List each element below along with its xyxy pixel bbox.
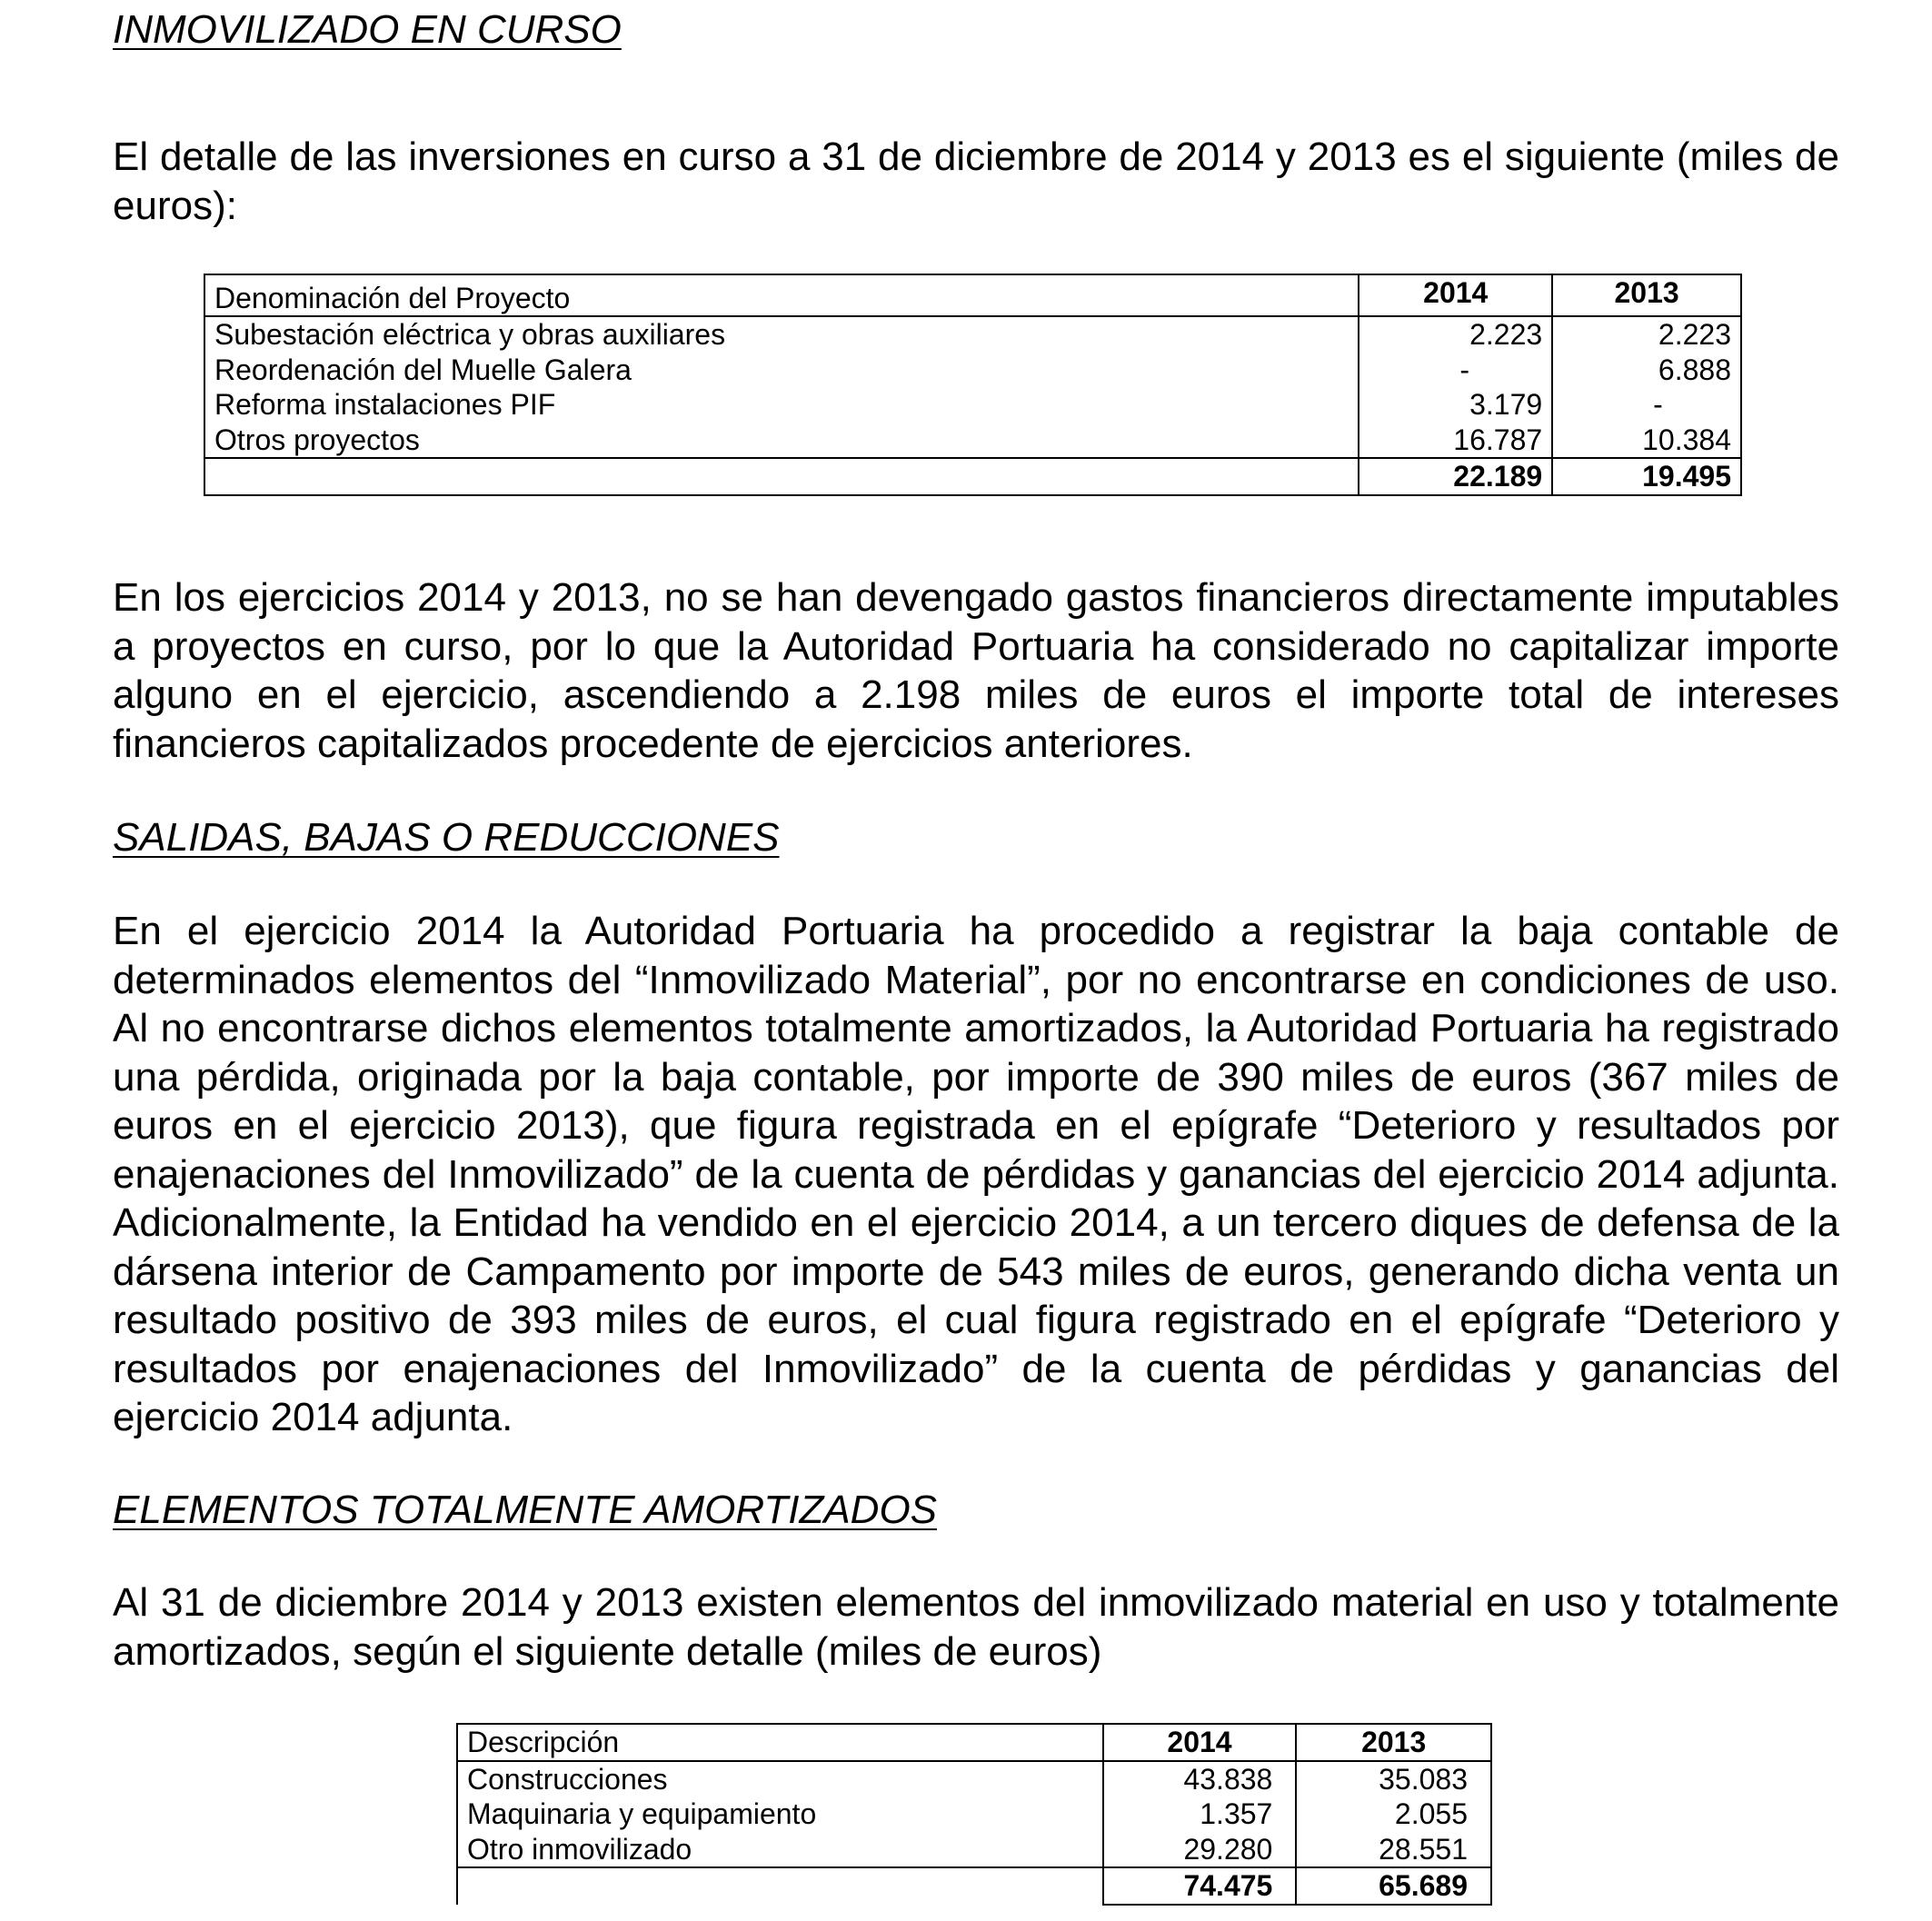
table-header-row xyxy=(457,1724,1491,1761)
table-row xyxy=(457,1761,1491,1797)
row-name: Maquinaria y equipamiento xyxy=(457,1797,1103,1832)
table-amortizados xyxy=(456,1723,1492,1906)
row-value-2013: 10.384 xyxy=(1552,423,1741,459)
column-header-proyecto: Denominación del Proyecto xyxy=(204,274,1359,316)
row-value-2014: 1.357 xyxy=(1103,1797,1297,1832)
row-name: Otros proyectos xyxy=(204,423,1359,459)
table-proyectos xyxy=(204,274,1742,496)
total-label-cell xyxy=(457,1867,1103,1905)
table-row xyxy=(457,1832,1491,1868)
row-value-2014: 43.838 xyxy=(1103,1761,1297,1797)
heading-elementos-amortizados: ELEMENTOS TOTALMENTE AMORTIZADOS xyxy=(113,1488,938,1532)
row-value-2014: - xyxy=(1359,353,1552,388)
total-value-2014: 74.475 xyxy=(1103,1867,1297,1905)
heading-inmovilizado-en-curso: INMOVILIZADO EN CURSO xyxy=(113,7,622,52)
row-value-2013: 35.083 xyxy=(1296,1761,1491,1797)
total-value-2013: 19.495 xyxy=(1552,458,1741,495)
paragraph-gastos-financieros: En los ejercicios 2014 y 2013, no se han devengado gastos financieros directamente imputables a proyectos en curso, por lo que la Autoridad Portuaria ha considerado no capitalizar importe alguno en el ejercicio, ascendiendo a 2.198 miles de euros el importe total de intereses financieros capitalizados procedente de ejercicios anteriores. xyxy=(113,575,1839,766)
column-header-descripcion: Descripción xyxy=(457,1724,1103,1761)
column-header-2013: 2013 xyxy=(1552,274,1741,316)
row-value-2013: 2.223 xyxy=(1552,316,1741,353)
row-value-2014: 3.179 xyxy=(1359,387,1552,423)
table-row xyxy=(204,353,1741,388)
row-value-2013: - xyxy=(1552,387,1741,423)
row-name: Otro inmovilizado xyxy=(457,1832,1103,1868)
column-header-2014: 2014 xyxy=(1103,1724,1297,1761)
column-header-2013: 2013 xyxy=(1296,1724,1491,1761)
table-header-row xyxy=(204,274,1741,316)
paragraph-elementos-amortizados: Al 31 de diciembre 2014 y 2013 existen elementos del inmovilizado material en uso y totalmente amortizados, según el siguiente detalle (miles de euros) xyxy=(113,1580,1839,1674)
column-header-2014: 2014 xyxy=(1359,274,1552,316)
table-row xyxy=(204,423,1741,459)
row-value-2013: 6.888 xyxy=(1552,353,1741,388)
table-total-row xyxy=(204,458,1741,495)
table-row xyxy=(204,316,1741,353)
paragraph-detalle-inversiones: El detalle de las inversiones en curso a 31 de diciembre de 2014 y 2013 es el siguiente (miles de euros): xyxy=(113,134,1839,228)
row-value-2014: 29.280 xyxy=(1103,1832,1297,1868)
table-row xyxy=(204,387,1741,423)
row-name: Construcciones xyxy=(457,1761,1103,1797)
total-value-2014: 22.189 xyxy=(1359,458,1552,495)
row-value-2013: 2.055 xyxy=(1296,1797,1491,1832)
paragraph-salidas-bajas: En el ejercicio 2014 la Autoridad Portuaria ha procedido a registrar la baja contable de determinados elementos del “Inmovilizado Material”, por no encontrarse en condiciones de uso. Al no encontrarse dichos elementos totalmente amortizados, la Autoridad Portuaria ha registrado una pérdida, originada por la baja contable, por importe de 390 miles de euros (367 miles de euros en el ejercicio 2013), que figura registrada en el epígrafe “Deterioro y resultados por enajenaciones del Inmovilizado” de la cuenta de pérdidas y ganancias del ejercicio 2014 adjunta. Adicionalmente, la Entidad ha vendido en el ejercicio 2014, a un tercero diques de defensa de la dársena interior de Campamento por importe de 543 miles de euros, generando dicha venta un resultado positivo de 393 miles de euros, el cual figura registrado en el epígrafe “Deterioro y resultados por enajenaciones del Inmovilizado” de la cuenta de pérdidas y ganancias del ejercicio 2014 adjunta. xyxy=(113,909,1839,1439)
row-value-2013: 28.551 xyxy=(1296,1832,1491,1868)
table-row xyxy=(457,1797,1491,1832)
row-value-2014: 16.787 xyxy=(1359,423,1552,459)
row-name: Reordenación del Muelle Galera xyxy=(204,353,1359,388)
table-total-row xyxy=(457,1867,1491,1905)
row-name: Subestación eléctrica y obras auxiliares xyxy=(204,316,1359,353)
heading-salidas-bajas: SALIDAS, BAJAS O REDUCCIONES xyxy=(113,815,780,860)
row-value-2014: 2.223 xyxy=(1359,316,1552,353)
total-value-2013: 65.689 xyxy=(1296,1867,1491,1905)
total-label-cell xyxy=(204,458,1359,495)
row-name: Reforma instalaciones PIF xyxy=(204,387,1359,423)
